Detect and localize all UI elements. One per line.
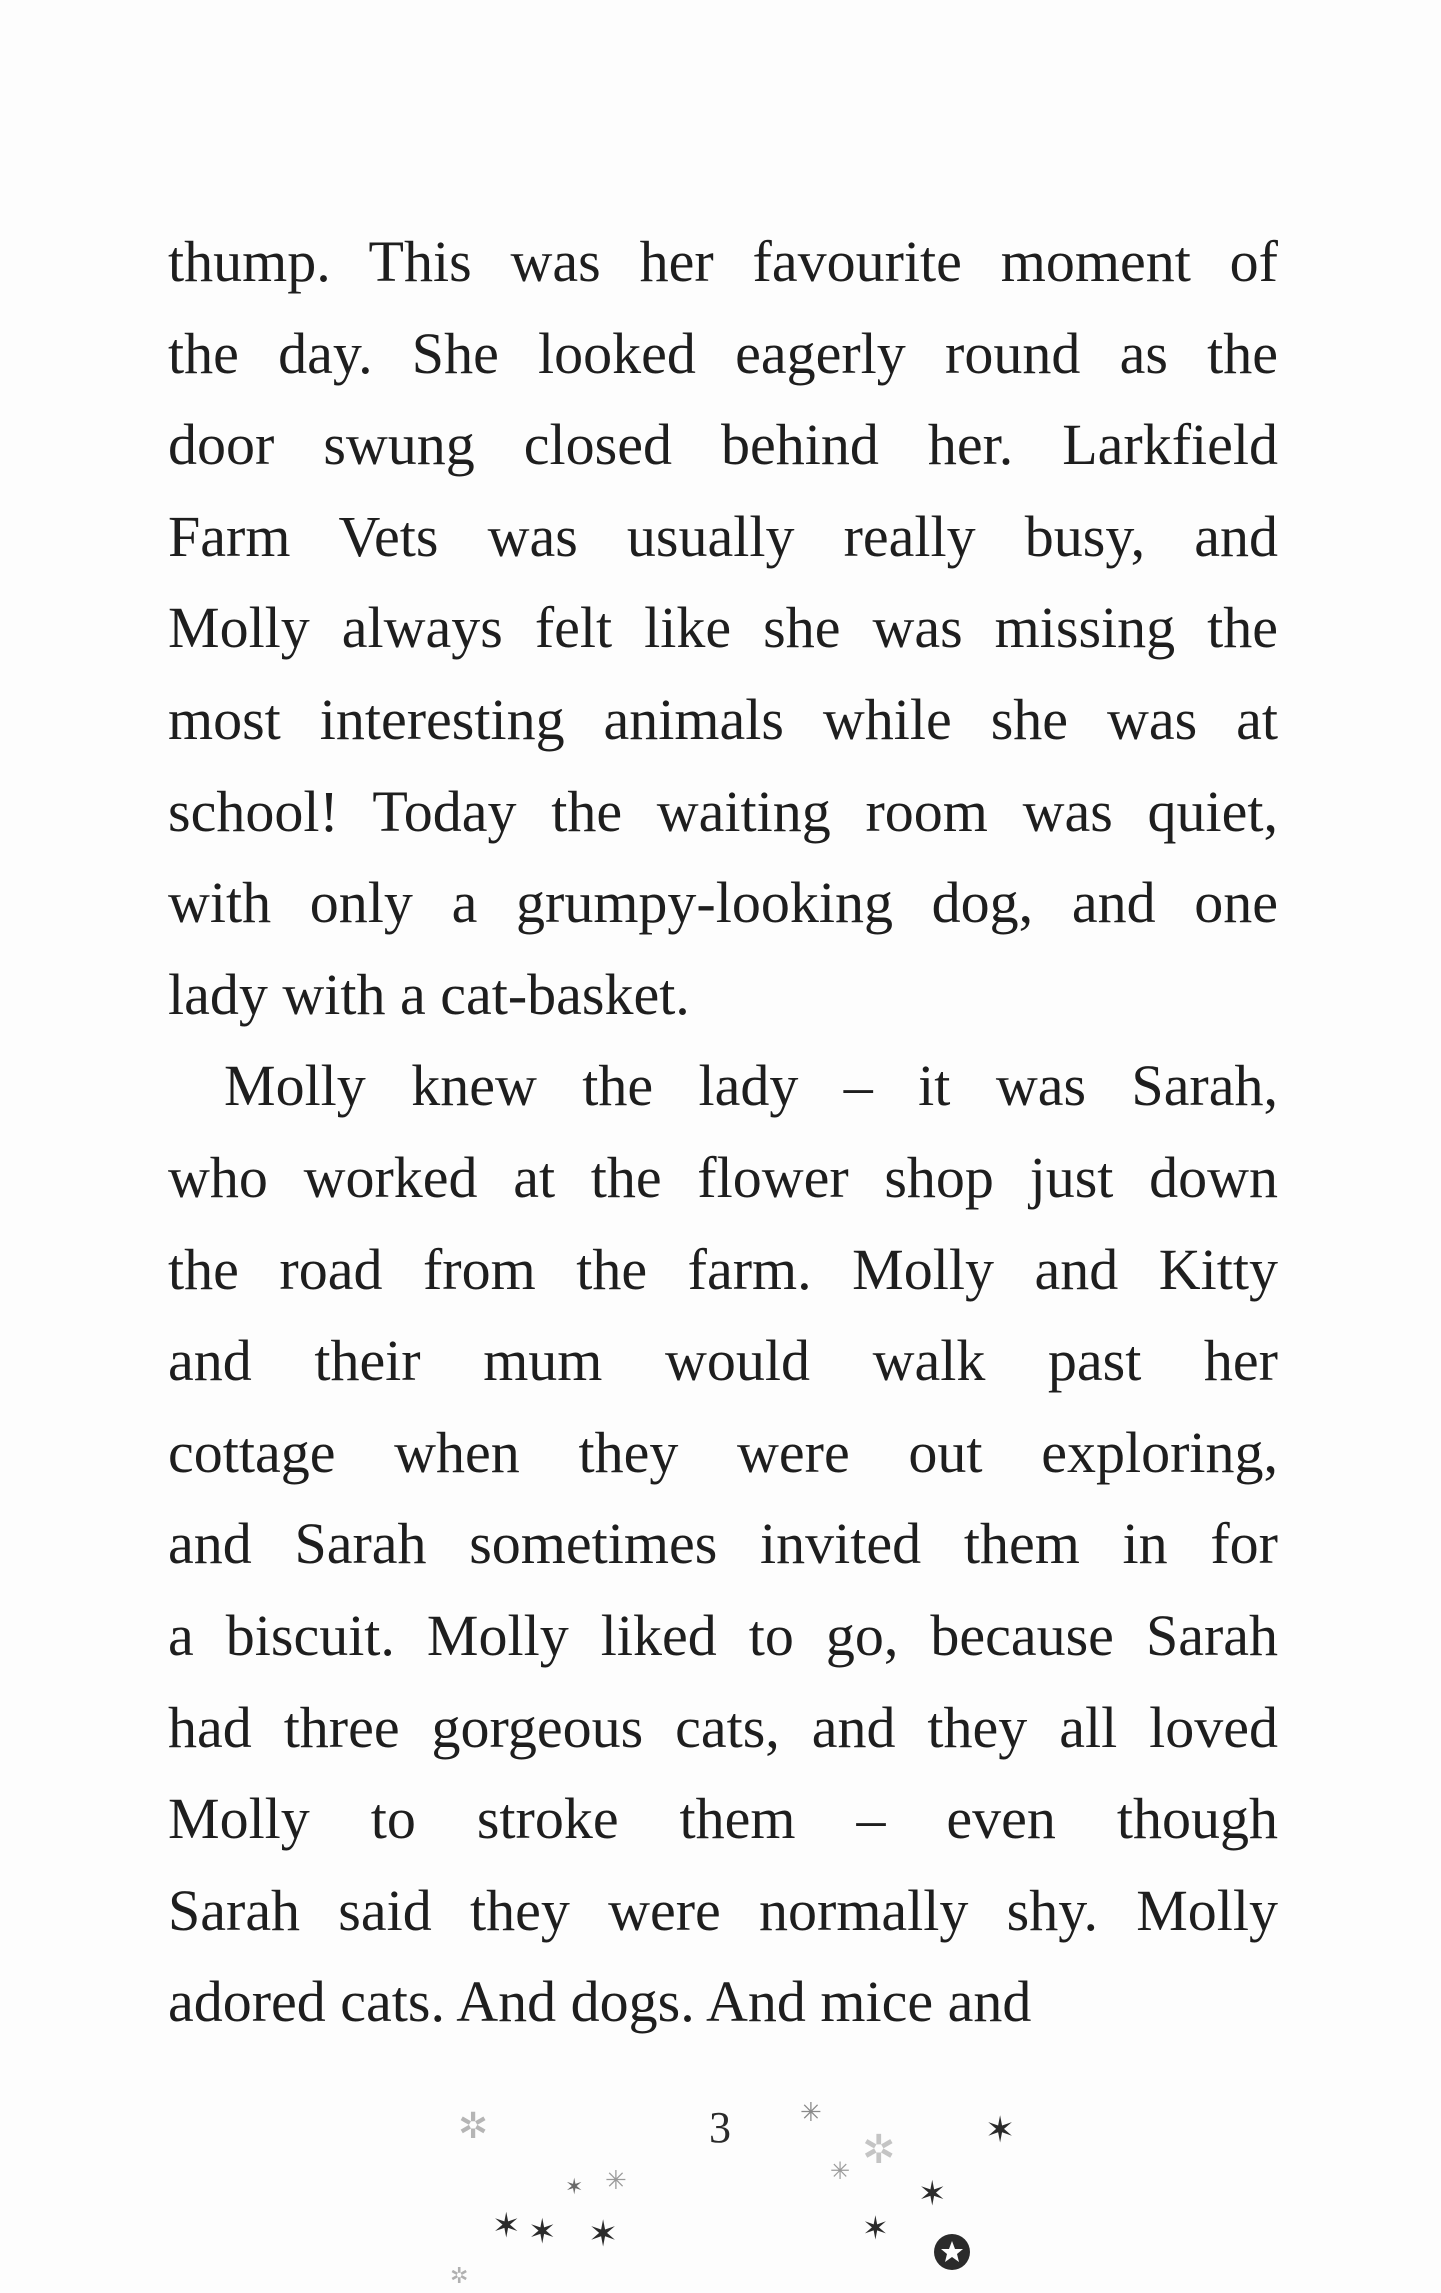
text-line: school! Today the waiting room was quiet,: [168, 778, 1278, 844]
text-line: Molly to stroke them – even though: [168, 1786, 1278, 1852]
text-line: Farm Vets was usually really busy, and: [168, 503, 1278, 569]
text-line: lady with a cat-basket.: [168, 961, 690, 1027]
sparkle-icon: ✳: [800, 2098, 822, 2127]
text-line: had three gorgeous cats, and they all loved: [168, 1694, 1278, 1760]
star-icon: ✶: [588, 2214, 619, 2254]
circle-star-icon: [930, 2230, 974, 2274]
page-number: 3: [709, 2103, 731, 2152]
text-line: thump. This was her favourite moment of: [168, 229, 1278, 294]
sparkle-icon: ✲: [450, 2263, 469, 2288]
text-line: Sarah said they were normally shy. Molly: [168, 1877, 1278, 1943]
text-line: with only a grumpy-looking dog, and one: [168, 870, 1278, 936]
star-icon: ✶: [565, 2174, 584, 2199]
text-line: and their mum would walk past her: [168, 1328, 1278, 1394]
body-text: [168, 216, 1278, 2048]
text-line: door swung closed behind her. Larkfield: [168, 412, 1278, 478]
star-icon: ✶: [985, 2110, 1016, 2150]
star-icon: ✶: [528, 2214, 557, 2251]
text-line: Molly always felt like she was missing the: [168, 595, 1278, 661]
text-line: most interesting animals while she was at: [168, 686, 1278, 752]
sparkle-icon: ✳: [830, 2159, 851, 2185]
sparkle-icon: ✲: [862, 2127, 896, 2172]
star-icon: ✶: [918, 2176, 947, 2213]
star-icon: ✶: [862, 2210, 889, 2246]
text-line: the day. She looked eagerly round as the: [168, 320, 1278, 386]
star-decoration: [0, 2080, 1441, 2293]
text-line: cottage when they were out exploring,: [168, 1419, 1278, 1485]
text-line: who worked at the flower shop just down: [168, 1144, 1278, 1210]
star-icon: ✶: [492, 2208, 521, 2245]
sparkle-icon: ✲: [458, 2106, 489, 2146]
text-line: Molly knew the lady – it was Sarah,: [224, 1053, 1278, 1119]
text-line: the road from the farm. Molly and Kitty: [168, 1236, 1278, 1302]
text-line: and Sarah sometimes invited them in for: [168, 1511, 1278, 1577]
sparkle-icon: ✳: [605, 2166, 627, 2195]
text-line: adored cats. And dogs. And mice and: [168, 1969, 1032, 2035]
text-line: a biscuit. Molly liked to go, because Sarah: [168, 1602, 1278, 1668]
